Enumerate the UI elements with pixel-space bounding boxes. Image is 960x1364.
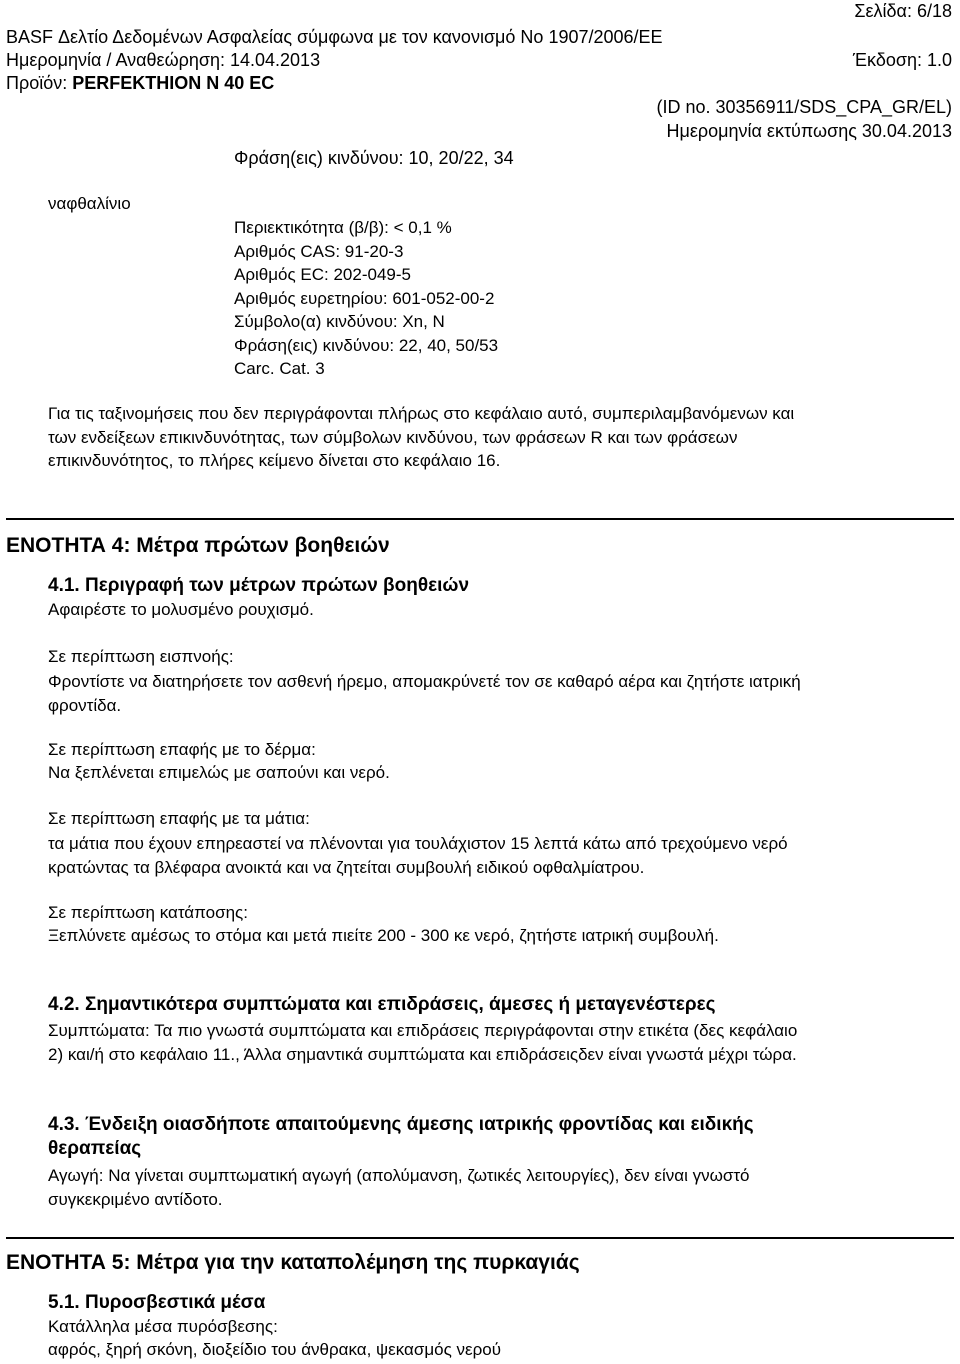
- note-line: των ενδείξεων επικινδυνότητας, των σύμβολων κινδύνου, των φράσεων R και των φράσεων: [48, 427, 738, 447]
- substance-concentration: Περιεκτικότητα (β/β): < 0,1 %: [234, 218, 452, 237]
- section-5-divider: [6, 1237, 954, 1239]
- section-4-3-title: [48, 1113, 754, 1161]
- section-4-divider: [6, 518, 954, 520]
- section-4-3-title-line: θεραπείας: [48, 1138, 142, 1159]
- document-id: (ID no. 30356911/SDS_CPA_GR/EL): [656, 97, 952, 117]
- eyes-line: κρατώντας τα βλέφαρα ανοικτά και να ζητείται συμβουλή ειδικού οφθαλμίατρου.: [48, 857, 645, 877]
- symptoms-text: [48, 1019, 797, 1066]
- section-5-1-title: 5.1. Πυροσβεστικά μέσα: [48, 1292, 266, 1313]
- substance-index: Αριθμός ευρετηρίου: 601-052-00-2: [234, 288, 495, 308]
- substance-cas: Αριθμός CAS: 91-20-3: [234, 241, 404, 261]
- note-line: επικινδυνότητος, το πλήρες κείμενο δίνεται στο κεφάλαιο 16.: [48, 451, 501, 470]
- substance-details: [234, 216, 498, 381]
- substance-risk-phrases: Φράση(εις) κινδύνου: 22, 40, 50/53: [234, 335, 499, 355]
- symptoms-line: 2) και/ή στο κεφάλαιο 11., Άλλα σημαντικά συμπτώματα και επιδράσειςδεν είναι γνωστά μέχρι τώρα.: [48, 1044, 797, 1064]
- treatment-line: Αγωγή: Να γίνεται συμπτωματική αγωγή (απολύμανση, ζωτικές λειτουργίες), δεν είναι γνωστό: [48, 1166, 750, 1185]
- classification-note: [48, 402, 794, 473]
- inhalation-line: φροντίδα.: [48, 695, 122, 715]
- extinguishing-text: αφρός, ξηρή σκόνη, διοξείδιο του άνθρακα, ψεκασμός νερού: [48, 1340, 502, 1359]
- inhalation-line: Φροντίστε να διατηρήσετε τον ασθενή ήρεμο, απομακρύνετέ τον σε καθαρό αέρα και ζητήστε ιατρική: [48, 672, 801, 691]
- carryover-risk-phrases: Φράση(εις) κινδύνου: 10, 20/22, 34: [234, 148, 514, 168]
- treatment-text: [48, 1164, 750, 1211]
- revision-date: Ημερομηνία / Αναθεώρηση: 14.04.2013: [6, 50, 321, 70]
- page-number: Σελίδα: 6/18: [854, 1, 952, 21]
- section-4-1-title: 4.1. Περιγραφή των μέτρων πρώτων βοηθειών: [48, 575, 470, 596]
- eyes-text: [48, 832, 788, 879]
- product-label: Προϊόν:: [6, 73, 73, 93]
- symptoms-line: Συμπτώματα: Τα πιο γνωστά συμπτώματα και επιδράσεις περιγράφονται στην ετικέτα (δες κεφάλαιο: [48, 1021, 798, 1040]
- ingestion-heading: Σε περίπτωση κατάποσης:: [48, 903, 248, 922]
- section-4-title: ΕΝΟΤΗΤΑ 4: Μέτρα πρώτων βοηθειών: [6, 534, 390, 557]
- skin-text: Να ξεπλένεται επιμελώς με σαπούνι και νερό.: [48, 763, 390, 782]
- skin-heading: Σε περίπτωση επαφής με το δέρμα:: [48, 740, 316, 759]
- ingestion-text: Ξεπλύνετε αμέσως το στόμα και μετά πιείτε 200 - 300 κε νερό, ζητήστε ιατρική συμβουλή.: [48, 926, 719, 945]
- eyes-line: τα μάτια που έχουν επηρεαστεί να πλένονται για τουλάχιστον 15 λεπτά κάτω από τρεχούμενο νερό: [48, 834, 788, 853]
- extinguishing-heading: Κατάλληλα μέσα πυρόσβεσης:: [48, 1317, 278, 1336]
- remove-clothing-text: Αφαιρέστε το μολυσμένο ρουχισμό.: [48, 600, 314, 619]
- substance-symbols: Σύμβολο(α) κινδύνου: Xn, N: [234, 312, 445, 331]
- substance-name: ναφθαλίνιο: [48, 194, 131, 213]
- product-name: PERFEKTHION N 40 EC: [72, 73, 275, 93]
- substance-carc: Carc. Cat. 3: [234, 359, 325, 378]
- inhalation-text: [48, 670, 801, 717]
- eyes-heading: Σε περίπτωση επαφής με τα μάτια:: [48, 809, 310, 828]
- section-5-title: ΕΝΟΤΗΤΑ 5: Μέτρα για την καταπολέμηση της πυρκαγιάς: [6, 1251, 580, 1274]
- substance-ec: Αριθμός EC: 202-049-5: [234, 265, 411, 284]
- note-line: Για τις ταξινομήσεις που δεν περιγράφονται πλήρως στο κεφάλαιο αυτό, συμπεριλαμβανόμενων και: [48, 404, 795, 423]
- product-line: [6, 72, 274, 94]
- treatment-line: συγκεκριμένο αντίδοτο.: [48, 1189, 223, 1209]
- section-4-3-title-line: 4.3. Ένδειξη οιασδήποτε απαιτούμενης άμεσης ιατρικής φροντίδας και ειδικής: [48, 1114, 754, 1135]
- print-date: Ημερομηνία εκτύπωσης 30.04.2013: [666, 121, 952, 141]
- section-4-2-title: 4.2. Σημαντικότερα συμπτώματα και επιδράσεις, άμεσες ή μεταγενέστερες: [48, 994, 716, 1015]
- document-title: BASF Δελτίο Δεδομένων Ασφαλείας σύμφωνα με τον κανονισμό Νο 1907/2006/ΕΕ: [6, 27, 663, 47]
- version: Έκδοση: 1.0: [852, 50, 952, 70]
- inhalation-heading: Σε περίπτωση εισπνοής:: [48, 647, 234, 666]
